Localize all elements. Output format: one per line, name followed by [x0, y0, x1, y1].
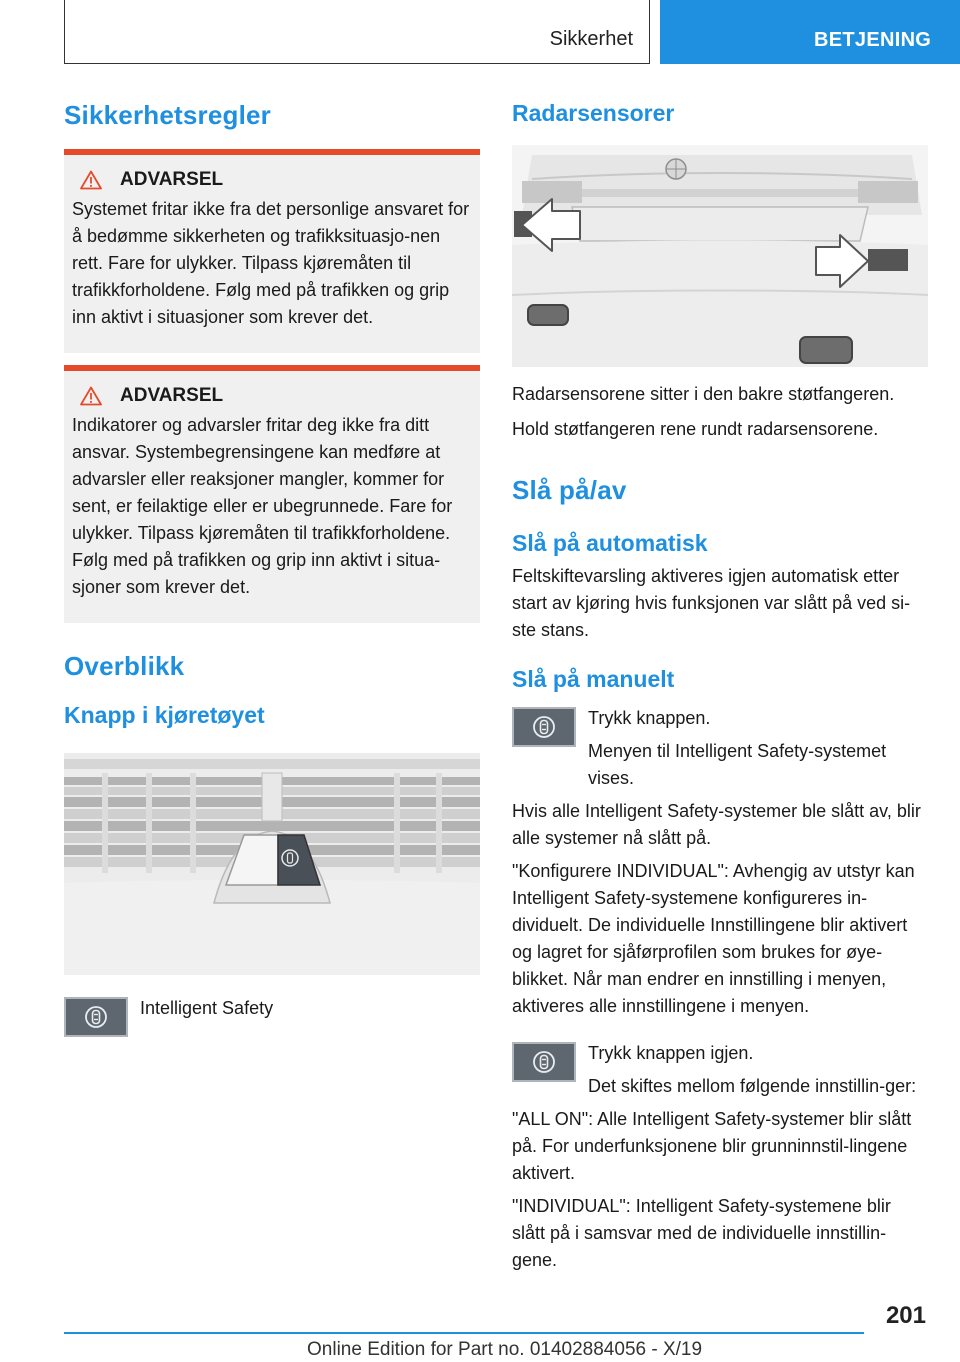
subtitle-button-in-vehicle: Knapp i kjøretøyet: [64, 702, 265, 728]
radar-location-text: Radarsensorene sitter i den bakre støtfangeren.: [512, 384, 895, 404]
header-chapter-label: BETJENING: [814, 29, 932, 51]
section-title-overview: Overblikk: [64, 651, 185, 681]
page-number: 201: [885, 1302, 926, 1329]
warning-title-1: [80, 169, 472, 191]
intelligent-safety-button-icon: [64, 997, 128, 1037]
car-rear-radar-photo: [512, 145, 928, 367]
radar-clean-text: Hold støtfangeren rene rundt radarsensorene.: [512, 419, 879, 439]
warning-box-2: [64, 365, 480, 623]
footer-edition-text: Online Edition for Part no. 01402884056 - X/19: [307, 1339, 703, 1360]
warning-triangle-icon: [80, 386, 102, 406]
step-1-action: Trykk knappen.: [588, 708, 711, 728]
step-2-action: Trykk knappen igjen.: [588, 1043, 754, 1063]
warning-text-1: Systemet fritar ikke fra det personlige ansvaret for å bedømme sikkerheten og trafikksituasjo-nen rett. Fare for ulykker. Tilpass kjøremåten til trafikkforholdene. Følg med på trafikken og grip inn aktivt i situasjoner som krever det.: [72, 199, 470, 327]
warning-label-1: ADVARSEL: [120, 169, 224, 190]
header-chapter-tab: [660, 0, 960, 64]
all-off-text: Hvis alle Intelligent Safety-systemer ble slått av, blir alle systemer nå slått på.: [512, 801, 921, 848]
intelligent-safety-button-icon: [512, 1042, 576, 1082]
header-section-box: [64, 0, 650, 64]
warning-label-2: ADVARSEL: [120, 385, 224, 406]
section-title-safety-rules: Sikkerhetsregler: [64, 100, 271, 130]
left-column: [64, 100, 480, 1037]
configure-individual-text: "Konfigurere INDIVIDUAL": Avhengig av utstyr kan Intelligent Safety-systemene konfigureres in-dividuelt. De individuelle Innstillingene blir aktivert og lagret for sjåførprofilen som brukes for øye-blikket. Når man endrer en innstilling i menyen, aktiveres alle innstillingene i menyen.: [512, 861, 915, 1016]
intelligent-safety-caption: Intelligent Safety: [140, 998, 274, 1018]
all-on-text: "ALL ON": Alle Intelligent Safety-systemer blir slått på. For underfunksjonene blir grunninnstil-lingene aktivert.: [512, 1109, 912, 1183]
auto-on-text: Feltskiftevarsling aktiveres igjen automatisk etter start av kjøring hvis funksjonen var slått på ved si-ste stans.: [512, 566, 911, 640]
intelligent-safety-button-icon: [512, 707, 576, 747]
step-2: [512, 1040, 928, 1100]
section-title-radar-sensors: Radarsensorer: [512, 100, 675, 126]
grille-button-photo: [64, 753, 480, 975]
warning-triangle-icon: [80, 170, 102, 190]
right-column: [512, 100, 928, 1274]
warning-box-1: [64, 149, 480, 353]
subtitle-auto-on: Slå på automatisk: [512, 530, 708, 556]
individual-text: "INDIVIDUAL": Intelligent Safety-systemene blir slått på i samsvar med de individuelle innstillin-gene.: [512, 1196, 891, 1270]
warning-title-2: [80, 385, 472, 407]
step-1-result-text: Menyen til Intelligent Safety-systemet vises.: [588, 741, 887, 788]
step-2-result: Det skiftes mellom følgende innstillin-ger:: [588, 1076, 917, 1096]
header-section-label: Sikkerhet: [549, 28, 633, 50]
step-1: [512, 705, 928, 792]
subtitle-manual-on: Slå på manuelt: [512, 666, 675, 692]
intelligent-safety-icon-row: [64, 995, 480, 1037]
warning-text-2: Indikatorer og advarsler fritar deg ikke fra ditt ansvar. Systembegrensingene kan medføre at advarsler eller reaksjoner mangler, kommer for sent, er feilaktige eller er ubegrunnede. Fare for ulykker. Tilpass kjøremåten til trafikkforholdene. Følg med på trafikken og grip inn aktivt i situa-sjoner som krever det.: [72, 415, 453, 597]
footer-divider: [64, 1332, 864, 1334]
section-title-on-off: Slå på/av: [512, 475, 627, 505]
